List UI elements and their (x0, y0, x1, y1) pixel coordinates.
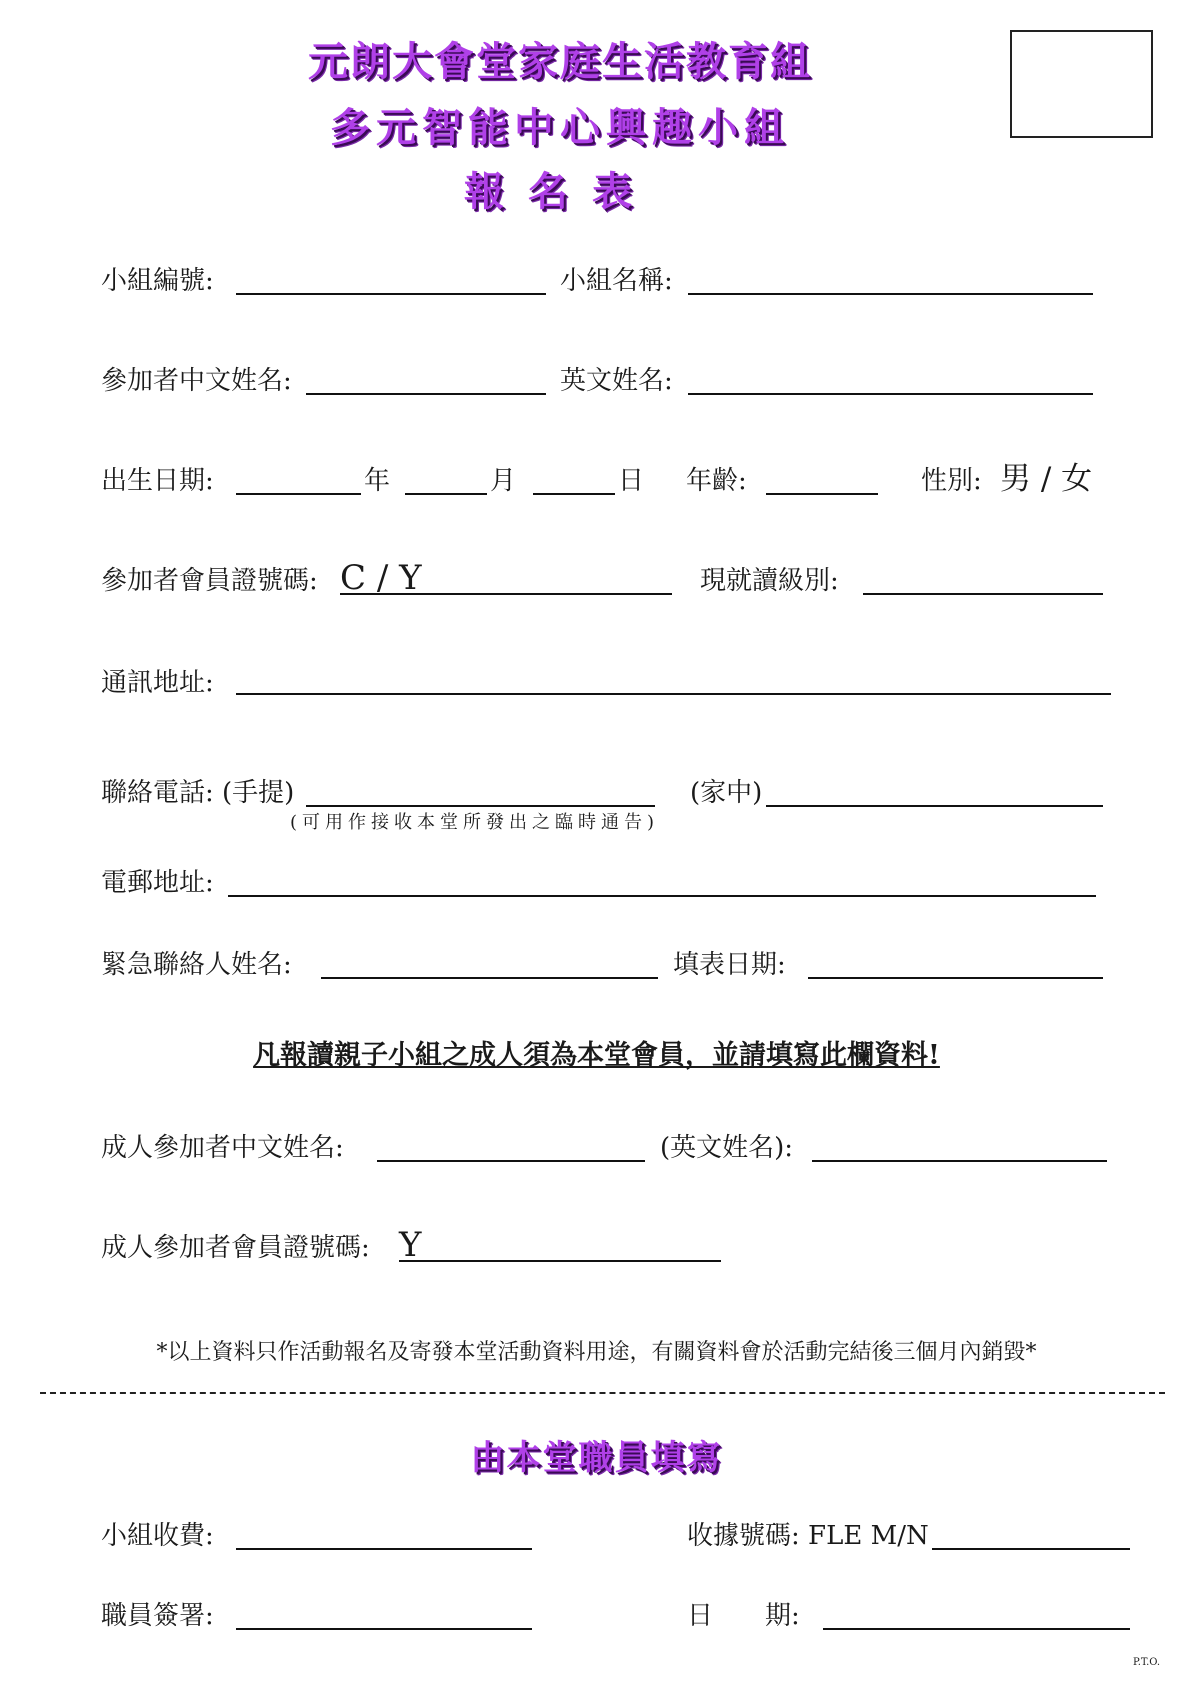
photo-box[interactable] (1010, 30, 1153, 138)
group-no-label: 小組編號: (101, 266, 214, 296)
dob-label: 出生日期: (101, 466, 214, 496)
dob-year-label: 年 (364, 466, 391, 496)
group-name-label: 小組名稱: (560, 266, 673, 296)
emergency-contact-field[interactable] (321, 977, 658, 979)
home-phone-label: (家中) (690, 778, 763, 808)
dob-day-field[interactable] (533, 493, 615, 495)
pto-note: P.T.O. (1133, 1657, 1161, 1668)
member-no-label: 參加者會員證號碼: (101, 566, 318, 596)
dob-year-field[interactable] (236, 493, 361, 495)
emergency-contact-label: 緊急聯絡人姓名: (101, 950, 292, 980)
phone-note: (可用作接收本堂所發出之臨時通告) (290, 812, 660, 833)
grade-label: 現就讀級別: (700, 566, 839, 596)
gender-label: 性別: (921, 466, 982, 496)
staff-signature-label: 職員簽署: (101, 1601, 214, 1631)
mobile-phone-label: 聯絡電話: (手提) (101, 778, 295, 808)
staff-date-label: 日 期: (687, 1601, 800, 1631)
dob-month-label: 月 (490, 466, 517, 496)
adult-english-name-field[interactable] (812, 1160, 1107, 1162)
form-title-program: 多元智能中心興趣小組 (330, 104, 790, 151)
adult-english-name-label: (英文姓名): (660, 1133, 794, 1163)
group-fee-field[interactable] (236, 1548, 532, 1550)
parent-child-warning: 凡報讀親子小組之成人須為本堂會員，並請填寫此欄資料! (253, 1040, 940, 1071)
dob-day-label: 日 (618, 466, 645, 496)
email-label: 電郵地址: (101, 868, 214, 898)
staff-section-title: 由本堂職員填寫 (470, 1438, 723, 1478)
grade-field[interactable] (863, 593, 1103, 595)
mobile-phone-field[interactable] (306, 805, 655, 807)
form-title-registration: 報名表 (464, 168, 656, 215)
receipt-no-field[interactable] (932, 1548, 1130, 1550)
english-name-label: 英文姓名: (560, 366, 673, 396)
adult-chinese-name-label: 成人參加者中文姓名: (101, 1133, 344, 1163)
form-title-organization: 元朗大會堂家庭生活教育組 (308, 38, 812, 85)
group-fee-label: 小組收費: (101, 1521, 214, 1551)
staff-date-field[interactable] (823, 1628, 1130, 1630)
age-label: 年齡: (686, 466, 747, 496)
age-field[interactable] (766, 493, 878, 495)
member-no-field[interactable] (340, 593, 672, 595)
email-field[interactable] (228, 895, 1096, 897)
adult-member-no-prefix: Y (399, 1225, 422, 1265)
privacy-disclaimer: *以上資料只作活動報名及寄發本堂活動資料用途，有關資料會於活動完結後三個月內銷毀* (156, 1340, 1037, 1365)
english-name-field[interactable] (688, 393, 1093, 395)
adult-member-no-field[interactable] (399, 1260, 721, 1262)
fill-date-field[interactable] (808, 977, 1103, 979)
member-no-prefix: C / Y (340, 558, 422, 598)
fill-date-label: 填表日期: (673, 950, 786, 980)
gender-options[interactable]: 男 / 女 (1000, 461, 1093, 497)
chinese-name-field[interactable] (306, 393, 546, 395)
staff-signature-field[interactable] (236, 1628, 532, 1630)
receipt-no-label: 收據號碼: FLE M/N (687, 1521, 929, 1551)
group-name-field[interactable] (688, 293, 1093, 295)
cut-line-divider (40, 1392, 1165, 1394)
chinese-name-label: 參加者中文姓名: (101, 366, 292, 396)
address-field[interactable] (236, 693, 1111, 695)
home-phone-field[interactable] (766, 805, 1103, 807)
adult-chinese-name-field[interactable] (377, 1160, 645, 1162)
dob-month-field[interactable] (405, 493, 487, 495)
adult-member-no-label: 成人參加者會員證號碼: (101, 1233, 370, 1263)
group-no-field[interactable] (236, 293, 546, 295)
address-label: 通訊地址: (101, 668, 214, 698)
